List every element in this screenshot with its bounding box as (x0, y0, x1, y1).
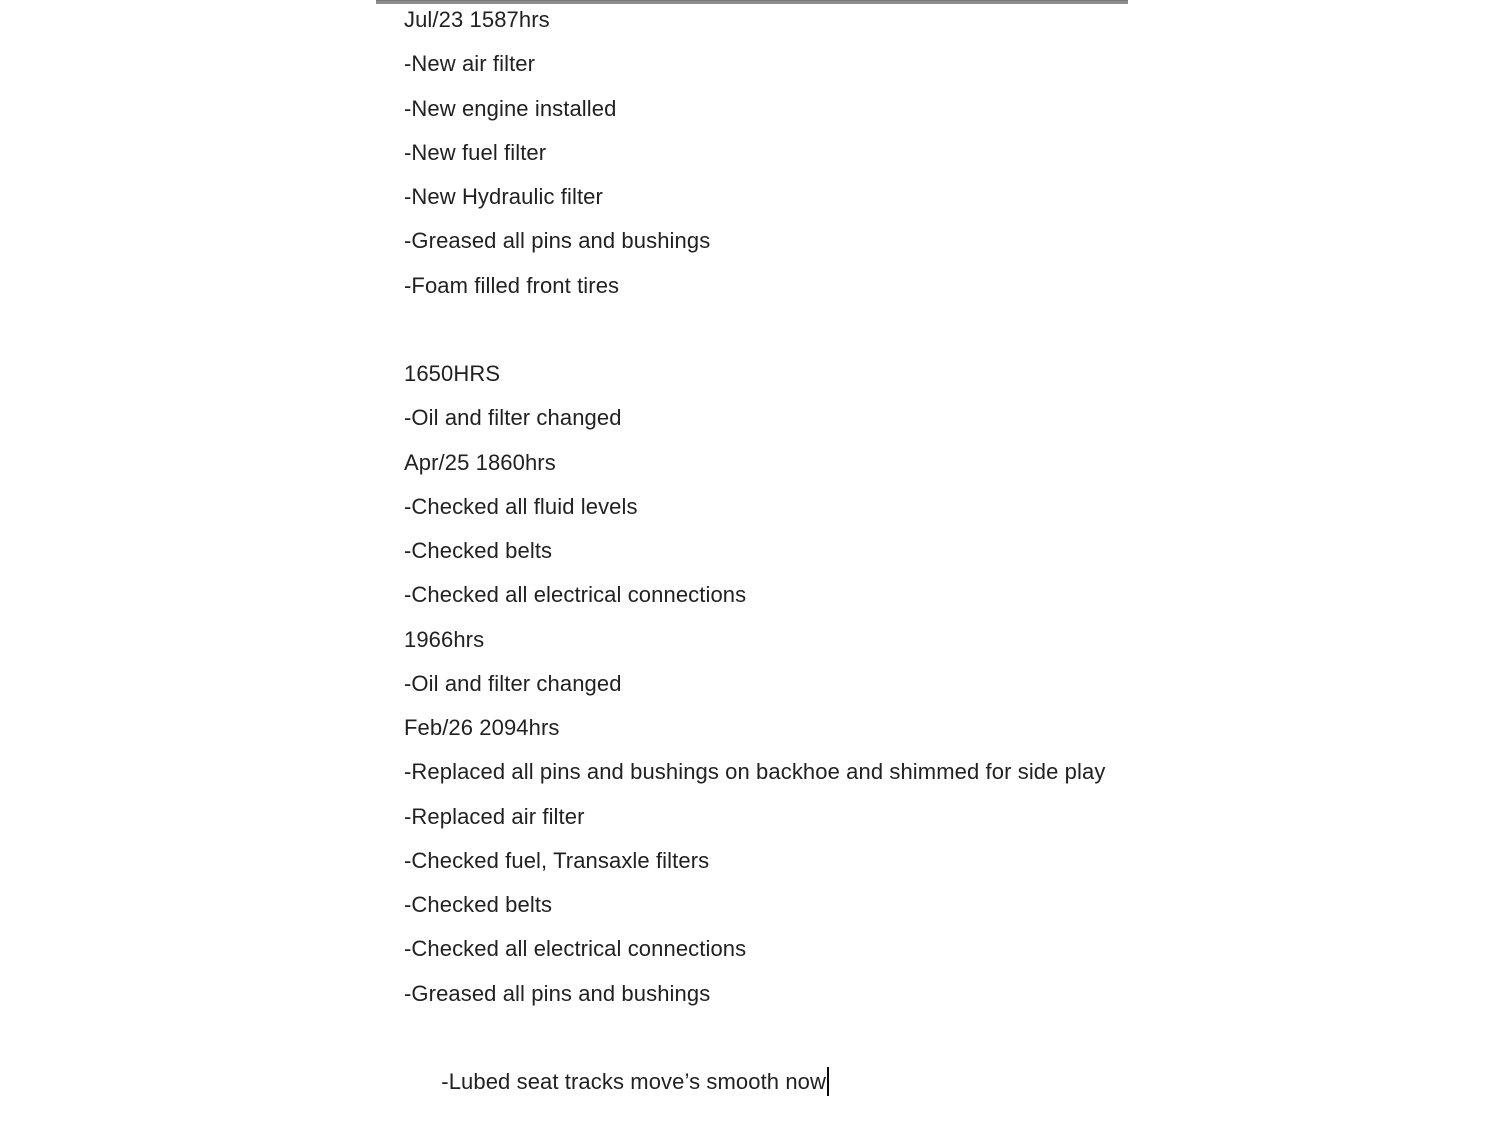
text-line[interactable]: -Checked fuel, Transaxle filters (404, 847, 710, 873)
text-line[interactable] (404, 1016, 1164, 1095)
text-line[interactable]: 1966hrs (404, 626, 485, 652)
text-line[interactable]: -Checked belts (404, 538, 553, 563)
text-line[interactable]: -Greased all pins and bushings (404, 980, 711, 1006)
text-line[interactable]: Jul/23 1587hrs (404, 7, 550, 32)
text-editor-area[interactable] (404, 0, 1164, 1095)
text-line[interactable]: -Foam filled front tires (404, 272, 620, 298)
text-line[interactable]: -Checked all fluid levels (404, 493, 638, 519)
text-line[interactable]: -New air filter (404, 51, 536, 77)
text-line[interactable]: -New fuel filter (404, 139, 547, 165)
text-line[interactable]: -Checked all electrical connections (404, 582, 747, 608)
text-cursor (827, 1067, 829, 1096)
text-line[interactable]: -New engine installed (404, 95, 617, 121)
text-line-content: -Lubed seat tracks move’s smooth now (441, 1069, 826, 1095)
text-line[interactable]: -Checked all electrical connections (404, 936, 747, 962)
text-line[interactable]: -New Hydraulic filter (404, 184, 603, 209)
text-line[interactable]: Feb/26 2094hrs (404, 715, 560, 740)
text-line-blank[interactable] (404, 308, 1164, 352)
text-line[interactable]: -Oil and filter changed (404, 405, 622, 431)
text-line[interactable]: -Checked belts (404, 892, 553, 917)
text-line[interactable]: -Greased all pins and bushings (404, 228, 711, 254)
text-line[interactable]: 1650HRS (404, 361, 501, 386)
text-line[interactable]: -Oil and filter changed (404, 670, 622, 696)
text-line[interactable]: Apr/25 1860hrs (404, 449, 556, 475)
text-line[interactable]: -Replaced air filter (404, 803, 585, 829)
text-line[interactable]: -Replaced all pins and bushings on backhoe and shimmed for side play (404, 759, 1106, 785)
